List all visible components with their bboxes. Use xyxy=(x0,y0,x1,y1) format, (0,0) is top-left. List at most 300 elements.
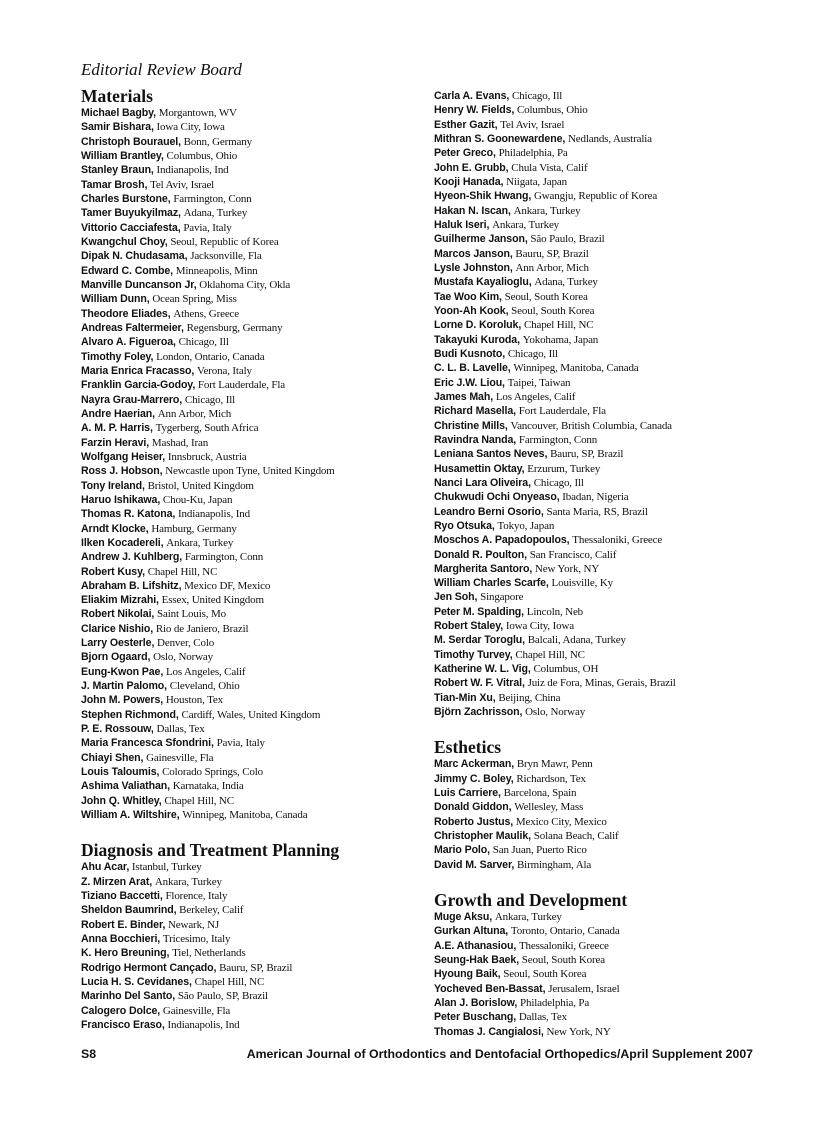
board-member xyxy=(434,548,774,562)
member-location: Minneapolis, Minn xyxy=(175,264,258,277)
member-location: Vancouver, British Columbia, Canada xyxy=(510,419,672,432)
member-location: Tricesimo, Italy xyxy=(162,933,231,946)
member-location: Cleveland, Ohio xyxy=(169,680,240,693)
member-location: Jacksonville, Fla xyxy=(190,250,262,263)
member-name: Clarice Nishio, xyxy=(81,622,154,635)
board-member xyxy=(434,189,774,203)
board-section xyxy=(434,738,774,872)
member-location: Verona, Italy xyxy=(196,364,252,377)
member-location: Adana, Turkey xyxy=(183,207,248,220)
member-name: Mustafa Kayalioglu, xyxy=(434,276,532,289)
board-member xyxy=(434,953,774,967)
member-name: Mario Polo, xyxy=(434,844,490,857)
board-member xyxy=(434,562,774,576)
board-member xyxy=(434,175,774,189)
board-member xyxy=(81,421,421,435)
member-location: Jerusalem, Israel xyxy=(548,982,620,995)
board-member xyxy=(434,1010,774,1024)
member-location: Hamburg, Germany xyxy=(151,522,237,535)
right-column xyxy=(434,89,774,1039)
member-name: Leandro Berni Osorio, xyxy=(434,505,544,518)
board-member xyxy=(81,278,421,292)
member-location: New York, NY xyxy=(546,1025,611,1038)
board-member xyxy=(81,178,421,192)
member-name: Carla A. Evans, xyxy=(434,90,510,102)
board-member xyxy=(81,736,421,750)
board-member xyxy=(434,247,774,261)
board-member xyxy=(434,304,774,318)
board-member xyxy=(81,307,421,321)
board-member xyxy=(81,550,421,564)
member-name: Sheldon Baumrind, xyxy=(81,904,177,917)
board-member xyxy=(81,479,421,493)
board-member xyxy=(81,507,421,521)
member-name: William Dunn, xyxy=(81,293,150,306)
member-location: Innsbruck, Austria xyxy=(167,450,247,463)
board-member xyxy=(434,843,774,857)
member-location: Ankara, Turkey xyxy=(494,911,562,924)
board-member xyxy=(81,975,421,989)
member-name: Francisco Eraso, xyxy=(81,1019,165,1032)
member-name: Muge Aksu, xyxy=(434,911,493,924)
board-member xyxy=(434,910,774,924)
member-location: Erzurum, Turkey xyxy=(527,462,601,475)
board-member xyxy=(434,533,774,547)
board-member xyxy=(81,393,421,407)
member-name: Robert Nikolai, xyxy=(81,608,155,621)
member-location: Indianapolis, Ind xyxy=(156,164,229,177)
member-location: Oslo, Norway xyxy=(525,706,586,719)
member-location: Farmington, Conn xyxy=(184,551,264,564)
member-name: Lucia H. S. Cevidanes, xyxy=(81,976,192,989)
member-name: John M. Powers, xyxy=(81,694,164,707)
board-member xyxy=(434,476,774,490)
member-location: Farmington, Conn xyxy=(518,433,598,446)
member-name: Timothy Turvey, xyxy=(434,648,513,661)
member-name: Margherita Santoro, xyxy=(434,562,533,575)
board-member xyxy=(81,693,421,707)
board-member xyxy=(81,292,421,306)
member-location: Winnipeg, Manitoba, Canada xyxy=(513,362,639,375)
member-name: Hyoung Baik, xyxy=(434,968,501,981)
member-location: Taipei, Taiwan xyxy=(507,376,571,389)
board-member xyxy=(434,996,774,1010)
member-location: Fort Lauderdale, Fla xyxy=(518,405,606,418)
member-location: Ankara, Turkey xyxy=(166,536,234,549)
board-member xyxy=(434,691,774,705)
member-location: Seoul, South Korea xyxy=(511,304,595,317)
board-member xyxy=(81,808,421,822)
member-name: Mithran S. Goonewardene, xyxy=(434,132,566,145)
member-name: Eung-Kwon Pae, xyxy=(81,665,164,678)
board-member xyxy=(81,464,421,478)
member-location: Birmingham, Ala xyxy=(517,858,592,871)
section-heading: Esthetics xyxy=(434,737,502,758)
board-member xyxy=(81,120,421,134)
member-name: Eric J.W. Liou, xyxy=(434,376,505,389)
member-location: Balcali, Adana, Turkey xyxy=(527,634,626,647)
board-member xyxy=(81,932,421,946)
member-location: Chicago, Ill xyxy=(184,393,236,406)
member-location: Tiel, Netherlands xyxy=(172,947,246,960)
member-location: Winnipeg, Manitoba, Canada xyxy=(182,809,308,822)
board-section xyxy=(81,841,421,1032)
member-location: Mashad, Iran xyxy=(151,436,209,449)
member-name: Robert W. F. Vitral, xyxy=(434,677,525,690)
board-section xyxy=(434,89,774,719)
board-member xyxy=(434,939,774,953)
board-member xyxy=(81,450,421,464)
member-location: Philadelphia, Pa xyxy=(498,147,568,160)
member-location: Los Angeles, Calif xyxy=(495,390,576,403)
member-location: San Francisco, Calif xyxy=(529,548,617,561)
member-location: Essex, United Kingdom xyxy=(161,594,264,607)
board-member xyxy=(434,232,774,246)
member-location: Chapel Hill, NC xyxy=(515,648,585,661)
member-location: Dallas, Tex xyxy=(518,1011,567,1024)
member-name: Yoon-Ah Kook, xyxy=(434,304,509,317)
board-member xyxy=(81,622,421,636)
board-member xyxy=(81,149,421,163)
member-name: Haruo Ishikawa, xyxy=(81,493,161,506)
member-location: Juiz de Fora, Minas, Gerais, Brazil xyxy=(527,677,676,690)
board-member xyxy=(434,132,774,146)
member-name: Moschos A. Papadopoulos, xyxy=(434,534,570,547)
member-location: Berkeley, Calif xyxy=(179,904,244,917)
member-name: Roberto Justus, xyxy=(434,815,514,828)
board-member xyxy=(81,364,421,378)
member-name: Tiziano Baccetti, xyxy=(81,890,163,903)
member-name: Charles Burstone, xyxy=(81,192,171,205)
board-member xyxy=(434,361,774,375)
member-location: Houston, Tex xyxy=(165,694,223,707)
member-location: Singapore xyxy=(480,591,524,604)
member-name: Hyeon-Shik Hwang, xyxy=(434,190,532,203)
member-name: Peter Greco, xyxy=(434,147,496,160)
page-number: S8 xyxy=(81,1047,97,1061)
board-member xyxy=(434,1025,774,1039)
board-member xyxy=(434,404,774,418)
member-name: Kooji Hanada, xyxy=(434,175,504,188)
member-location: Tel Aviv, Israel xyxy=(150,178,215,191)
board-member xyxy=(81,961,421,975)
board-member xyxy=(81,378,421,392)
board-member xyxy=(81,106,421,120)
member-name: Stanley Braun, xyxy=(81,164,154,177)
member-name: Robert Kusy, xyxy=(81,565,145,578)
member-location: Thessaloniki, Greece xyxy=(518,939,609,952)
board-member xyxy=(81,665,421,679)
board-member xyxy=(81,765,421,779)
member-location: Los Angeles, Calif xyxy=(165,665,246,678)
board-member xyxy=(434,89,774,103)
member-name: Franklin Garcia-Godoy, xyxy=(81,379,196,392)
member-name: Bjorn Ogaard, xyxy=(81,651,151,664)
member-name: Stephen Richmond, xyxy=(81,708,179,721)
section-heading: Diagnosis and Treatment Planning xyxy=(81,840,340,861)
member-name: William Charles Scarfe, xyxy=(434,577,549,590)
member-name: J. Martin Palomo, xyxy=(81,680,168,693)
member-location: Chicago, Ill xyxy=(512,90,563,102)
member-location: Tel Aviv, Israel xyxy=(500,118,565,131)
member-name: Ross J. Hobson, xyxy=(81,465,163,478)
board-member xyxy=(434,103,774,117)
member-name: John Q. Whitley, xyxy=(81,794,162,807)
member-location: Louisville, Ky xyxy=(551,577,613,590)
member-name: Edward C. Combe, xyxy=(81,264,173,277)
member-name: Theodore Eliades, xyxy=(81,307,171,320)
member-location: Chou-Ku, Japan xyxy=(162,493,233,506)
member-name: Kwangchul Choy, xyxy=(81,235,168,248)
board-member xyxy=(81,946,421,960)
member-name: David M. Sarver, xyxy=(434,858,515,871)
board-member xyxy=(81,708,421,722)
member-name: Guilherme Janson, xyxy=(434,233,528,246)
member-name: Leniana Santos Neves, xyxy=(434,448,548,461)
member-location: Chapel Hill, NC xyxy=(523,319,594,332)
member-name: A.E. Athanasiou, xyxy=(434,939,517,952)
member-name: Thomas J. Cangialosi, xyxy=(434,1025,544,1038)
member-location: San Juan, Puerto Rico xyxy=(492,844,587,857)
member-location: Chapel Hill, NC xyxy=(194,976,265,989)
member-name: Ahu Acar, xyxy=(81,861,130,874)
board-section xyxy=(81,87,421,822)
member-location: Karnataka, India xyxy=(172,780,244,793)
board-member xyxy=(434,519,774,533)
member-location: Pavia, Italy xyxy=(183,221,232,234)
board-member xyxy=(81,264,421,278)
board-member xyxy=(81,321,421,335)
board-member xyxy=(434,829,774,843)
board-member xyxy=(81,679,421,693)
member-name: Björn Zachrisson, xyxy=(434,706,523,719)
board-member xyxy=(434,967,774,981)
board-member xyxy=(81,163,421,177)
member-name: M. Serdar Toroglu, xyxy=(434,634,525,647)
board-member xyxy=(434,619,774,633)
member-name: Farzin Heravi, xyxy=(81,436,150,449)
board-member xyxy=(434,318,774,332)
member-name: Nanci Lara Oliveira, xyxy=(434,476,531,489)
member-location: Ankara, Turkey xyxy=(154,875,222,888)
member-location: Mexico City, Mexico xyxy=(515,815,607,828)
board-member xyxy=(81,1004,421,1018)
member-location: Oklahoma City, Okla xyxy=(199,278,291,291)
member-location: Iowa City, Iowa xyxy=(156,121,225,134)
board-member xyxy=(434,146,774,160)
member-name: K. Hero Breuning, xyxy=(81,947,170,960)
board-member xyxy=(81,407,421,421)
member-location: Bristol, United Kingdom xyxy=(147,479,254,492)
member-name: Peter M. Spalding, xyxy=(434,605,525,618)
member-name: Richard Masella, xyxy=(434,405,517,418)
member-name: Yocheved Ben-Bassat, xyxy=(434,982,546,995)
board-member xyxy=(434,390,774,404)
member-location: Nedlands, Australia xyxy=(567,132,652,145)
board-member xyxy=(81,135,421,149)
board-member xyxy=(81,350,421,364)
member-name: Timothy Foley, xyxy=(81,350,154,363)
member-name: Maria Francesca Sfondrini, xyxy=(81,737,214,750)
member-name: Anna Bocchieri, xyxy=(81,933,161,946)
member-name: A. M. P. Harris, xyxy=(81,422,153,435)
member-name: Tamer Buyukyilmaz, xyxy=(81,207,181,220)
board-member xyxy=(434,275,774,289)
member-name: Ryo Otsuka, xyxy=(434,519,495,532)
member-name: Tian-Min Xu, xyxy=(434,691,496,704)
member-name: Marinho Del Santo, xyxy=(81,990,176,1003)
member-name: Andre Haerian, xyxy=(81,407,155,420)
board-member xyxy=(81,779,421,793)
member-name: Andreas Faltermeier, xyxy=(81,321,184,334)
member-location: Yokohama, Japan xyxy=(522,333,599,346)
board-member xyxy=(81,436,421,450)
board-member xyxy=(434,924,774,938)
board-member xyxy=(81,989,421,1003)
member-name: Z. Mirzen Arat, xyxy=(81,875,153,888)
member-name: Ilken Kocadereli, xyxy=(81,536,164,549)
member-location: Columbus, OH xyxy=(533,663,599,676)
board-member xyxy=(434,376,774,390)
board-member xyxy=(81,192,421,206)
member-location: Indianapolis, Ind xyxy=(167,1019,240,1032)
member-name: John E. Grubb, xyxy=(434,161,509,174)
member-name: Christine Mills, xyxy=(434,419,508,432)
member-location: Gwangju, Republic of Korea xyxy=(533,190,658,203)
board-member xyxy=(434,218,774,232)
member-location: Richardson, Tex xyxy=(516,772,586,785)
board-member xyxy=(81,860,421,874)
member-location: Bauru, SP, Brazil xyxy=(515,247,589,260)
member-name: Jen Soh, xyxy=(434,591,478,604)
board-member xyxy=(81,249,421,263)
member-name: Hakan N. Iscan, xyxy=(434,204,511,217)
member-location: Ankara, Turkey xyxy=(513,204,581,217)
member-name: Jimmy C. Boley, xyxy=(434,772,514,785)
member-name: Christoph Bourauel, xyxy=(81,135,181,148)
member-location: Mexico DF, Mexico xyxy=(184,579,271,592)
member-name: Tae Woo Kim, xyxy=(434,290,502,303)
member-location: Chicago, Ill xyxy=(507,347,558,360)
member-location: Columbus, Ohio xyxy=(166,149,238,162)
member-location: Philadelphia, Pa xyxy=(520,997,590,1010)
board-member xyxy=(81,593,421,607)
member-name: Michael Bagby, xyxy=(81,107,156,119)
member-name: Tony Ireland, xyxy=(81,479,145,492)
board-member xyxy=(434,982,774,996)
board-member xyxy=(81,579,421,593)
board-member xyxy=(81,722,421,736)
member-location: São Paulo, SP, Brazil xyxy=(177,990,268,1003)
member-name: Ashima Valiathan, xyxy=(81,780,170,793)
member-name: Esther Gazit, xyxy=(434,118,498,131)
member-name: Donald Giddon, xyxy=(434,801,512,814)
member-name: Andrew J. Kuhlberg, xyxy=(81,551,183,564)
board-member xyxy=(434,447,774,461)
member-name: Vittorio Cacciafesta, xyxy=(81,221,181,234)
board-member xyxy=(81,493,421,507)
member-location: Tokyo, Japan xyxy=(497,519,555,532)
member-name: Henry W. Fields, xyxy=(434,104,515,117)
board-member xyxy=(434,490,774,504)
member-name: Maria Enrica Fracasso, xyxy=(81,364,195,377)
member-location: Indianapolis, Ind xyxy=(178,508,250,521)
board-member xyxy=(434,633,774,647)
member-name: Louis Taloumis, xyxy=(81,766,160,779)
member-name: Peter Buschang, xyxy=(434,1011,517,1024)
board-member xyxy=(434,433,774,447)
member-name: Alan J. Borislow, xyxy=(434,997,518,1010)
member-location: Chapel Hill, NC xyxy=(147,565,218,578)
member-location: Toronto, Ontario, Canada xyxy=(510,925,620,938)
board-member xyxy=(434,261,774,275)
board-member xyxy=(81,794,421,808)
member-location: Ann Arbor, Mich xyxy=(515,261,589,274)
member-name: Seung-Hak Baek, xyxy=(434,954,520,967)
board-section xyxy=(434,891,774,1039)
board-member xyxy=(434,605,774,619)
board-member xyxy=(434,161,774,175)
member-name: Arndt Klocke, xyxy=(81,522,149,535)
member-name: Alvaro A. Figueroa, xyxy=(81,336,176,349)
member-location: Ibadan, Nigeria xyxy=(562,491,629,504)
board-member xyxy=(81,751,421,765)
board-member xyxy=(81,875,421,889)
member-location: Tygerberg, South Africa xyxy=(155,422,259,435)
member-name: Robert Staley, xyxy=(434,620,504,633)
member-location: Morgantown, WV xyxy=(158,107,237,119)
member-location: Seoul, South Korea xyxy=(521,954,605,967)
journal-citation: American Journal of Orthodontics and Dentofacial Orthopedics/April Supplement 2007 xyxy=(246,1047,753,1061)
board-member xyxy=(81,903,421,917)
member-location: Cardiff, Wales, United Kingdom xyxy=(181,708,321,721)
member-name: Lysle Johnston, xyxy=(434,261,513,274)
member-location: Farmington, Conn xyxy=(173,192,252,205)
board-member xyxy=(434,648,774,662)
member-location: Colorado Springs, Colo xyxy=(162,766,264,779)
member-name: Marc Ackerman, xyxy=(434,758,515,771)
member-location: Seoul, Republic of Korea xyxy=(170,235,279,248)
member-name: Rodrigo Hermont Cançado, xyxy=(81,961,217,974)
member-location: Athens, Greece xyxy=(173,307,240,320)
board-member xyxy=(434,800,774,814)
member-location: Beijing, China xyxy=(498,691,561,704)
board-member xyxy=(434,705,774,719)
board-member xyxy=(434,786,774,800)
member-location: Iowa City, Iowa xyxy=(505,620,575,633)
member-name: Calogero Dolce, xyxy=(81,1004,161,1017)
member-location: Florence, Italy xyxy=(165,890,228,903)
member-location: Dallas, Tex xyxy=(156,723,205,736)
section-heading: Growth and Development xyxy=(434,890,628,911)
member-name: Lorne D. Koroluk, xyxy=(434,319,522,332)
board-member xyxy=(81,522,421,536)
member-location: Chapel Hill, NC xyxy=(164,794,234,807)
board-member xyxy=(81,536,421,550)
board-member xyxy=(81,206,421,220)
member-location: Seoul, South Korea xyxy=(504,290,588,303)
member-location: Gainesville, Fla xyxy=(162,1004,231,1017)
member-location: Istanbul, Turkey xyxy=(131,861,202,874)
board-member xyxy=(434,204,774,218)
member-location: New York, NY xyxy=(534,562,600,575)
board-member xyxy=(81,918,421,932)
member-name: P. E. Rossouw, xyxy=(81,723,154,736)
member-location: Adana, Turkey xyxy=(534,276,598,289)
member-name: Donald R. Poulton, xyxy=(434,548,527,561)
member-name: Samir Bishara, xyxy=(81,121,154,134)
member-location: Ocean Spring, Miss xyxy=(152,293,237,306)
